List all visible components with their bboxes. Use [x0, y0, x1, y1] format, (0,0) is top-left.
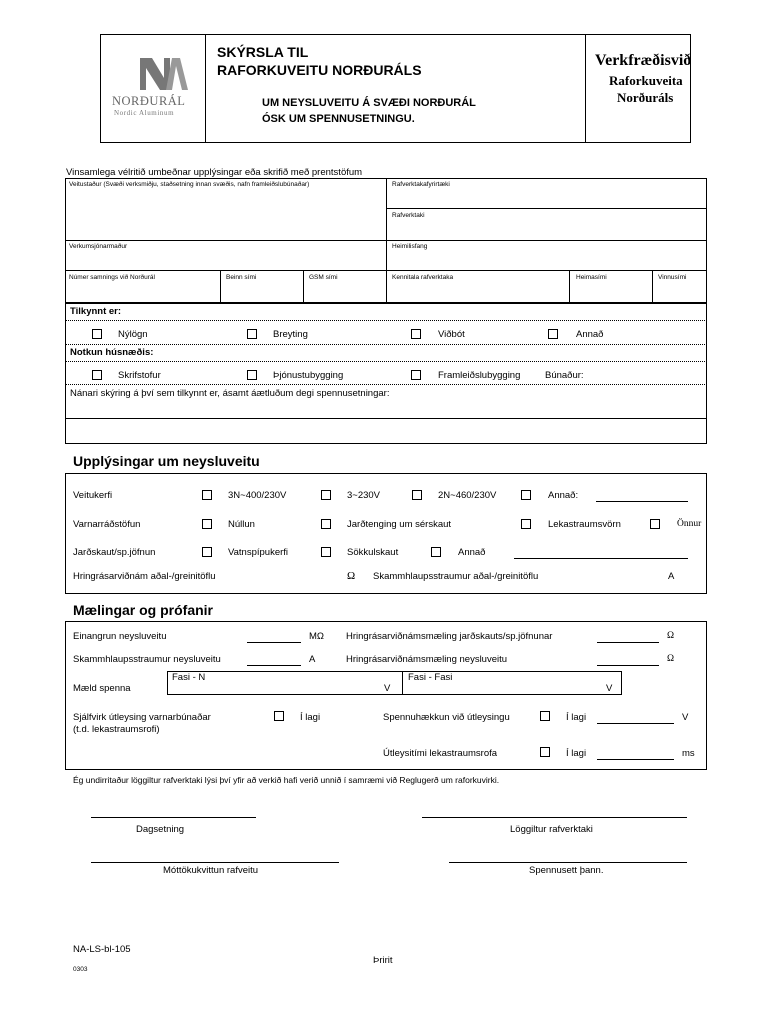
licensed-label: Löggiltur rafverktaki: [510, 824, 593, 835]
varnar-lekastraum-label: Lekastraumsvörn: [548, 519, 621, 530]
fasi-fasi-volt: V: [606, 683, 613, 694]
logo-mark-icon: [108, 52, 200, 92]
fasi-fasi-label: Fasi - Fasi: [408, 672, 453, 683]
skrifstofur-checkbox[interactable]: [92, 370, 102, 380]
sjalfvirk-checkbox[interactable]: [274, 711, 284, 721]
direct-phone-label: Beinn sími: [226, 274, 257, 281]
nylogn-label: Nýlögn: [118, 329, 148, 340]
skamm-neysl-unit: A: [309, 654, 316, 665]
hring-jard-label: Hringrásarviðnámsmæling jarðskauts/sp.jöfnunar: [346, 631, 553, 642]
location-field[interactable]: [66, 190, 384, 238]
jard-annad-field[interactable]: [514, 558, 688, 559]
spenna-box: [167, 671, 622, 695]
veitukerfi-3n400-label: 3N~400/230V: [228, 490, 287, 501]
maelingar-heading: Mælingar og prófanir: [73, 602, 213, 618]
gsm-label: GSM sími: [309, 274, 338, 281]
spennuhaekkun-checkbox[interactable]: [540, 711, 550, 721]
veitukerfi-2n460-label: 2N~460/230V: [438, 490, 497, 501]
details-field[interactable]: [66, 400, 706, 417]
address-label: Heimilisfang: [392, 243, 428, 250]
form-number: 0303: [73, 966, 88, 973]
sjalfvirk-ok-label: Í lagi: [300, 712, 321, 723]
sjalfvirk-label: Sjálfvirk útleysing varnarbúnaðar: [73, 712, 211, 723]
form-subtitle-line2: ÓSK UM SPENNUSETNINGU.: [262, 113, 415, 125]
breyting-label: Breyting: [273, 329, 308, 340]
nylogn-checkbox[interactable]: [92, 329, 102, 339]
declaration-text: Ég undirritaður löggiltur rafverktaki lýsi því yfir að verkið hafi verið unnið í samræmi við Reglugerð um raforkuvirki.: [73, 775, 500, 785]
form-subtitle-line1: UM NEYSLUVEITU Á SVÆÐI NORÐURÁL: [262, 97, 476, 109]
jard-vatnspipu-checkbox[interactable]: [202, 547, 212, 557]
spennuhaekkun-unit: V: [682, 712, 689, 723]
varnar-nullun-label: Núllun: [228, 519, 255, 530]
intro-text: Vinsamlega vélritið umbeðnar upplýsingar eða skrifið með prentstöfum: [66, 167, 363, 178]
notified-heading: Tilkynnt er:: [70, 306, 122, 317]
sjalfvirk-label2: (t.d. lekastraumsrofi): [73, 724, 160, 735]
form-title-line1: SKÝRSLA TIL: [217, 44, 309, 60]
spenna-label: Mæld spenna: [73, 683, 131, 694]
veitukerfi-annad-label: Annað:: [548, 490, 579, 501]
location-label: Veitustaður (Svæði verksmiðju, staðsetning innan svæðis, nafn framleiðslubúnaðar): [69, 181, 310, 188]
varnar-onnur-label: Önnur: [677, 519, 702, 529]
company-label: Rafverktakafyrirtæki: [392, 181, 450, 188]
hring-unit: Ω: [347, 570, 356, 582]
einangrun-label: Einangrun neysluveitu: [73, 631, 167, 642]
utleysitimi-unit: ms: [682, 748, 695, 759]
form-title-line2: RAFORKUVEITU NORÐURÁLS: [217, 62, 422, 78]
hring-neysl-unit: Ω: [667, 654, 675, 664]
skrifstofur-label: Skrifstofur: [118, 370, 161, 381]
nordural-logo: [108, 52, 200, 132]
copies-label: Þririt: [373, 955, 393, 966]
contract-number-label: Númer samnings við Norðurál: [69, 274, 155, 281]
jard-vatnspipu-label: Vatnspípukerfi: [228, 547, 289, 558]
department-sub1: Raforkuveita: [609, 73, 683, 88]
department-title: Verkfræðisvið: [595, 52, 692, 69]
hring-neysl-label: Hringrásarviðnámsmæling neysluveitu: [346, 654, 508, 665]
fasi-n-volt: V: [384, 683, 391, 694]
licensed-signature-line[interactable]: [422, 817, 687, 818]
home-phone-label: Heimasími: [576, 274, 607, 281]
energized-label: Spennusett þann.: [529, 865, 604, 876]
veitukerfi-2n460-checkbox[interactable]: [412, 490, 422, 500]
form-code: NA-LS-bl-105: [73, 944, 131, 955]
skamm-unit: A: [668, 571, 675, 582]
veitukerfi-label: Veitukerfi: [73, 490, 113, 501]
details-field-line2[interactable]: [66, 420, 706, 442]
varnar-sérskaut-checkbox[interactable]: [321, 519, 331, 529]
skamm-neysl-field[interactable]: [247, 665, 301, 666]
veitukerfi-annad-field[interactable]: [596, 501, 688, 502]
jard-sokkul-checkbox[interactable]: [321, 547, 331, 557]
varnar-label: Varnarráðstöfun: [73, 519, 141, 530]
spennuhaekkun-ok-label: Í lagi: [566, 712, 587, 723]
work-manager-field[interactable]: [66, 251, 384, 269]
logo-subtitle: Nordic Aluminum: [114, 109, 175, 117]
energized-signature-line[interactable]: [449, 862, 687, 863]
varnar-sérskaut-label: Jarðtenging um sérskaut: [347, 519, 452, 530]
breyting-checkbox[interactable]: [247, 329, 257, 339]
company-field[interactable]: [388, 190, 705, 207]
neysluveita-heading: Upplýsingar um neysluveitu: [73, 453, 260, 469]
thjonustubygging-label: Þjónustubygging: [273, 370, 344, 381]
veitukerfi-3n400-checkbox[interactable]: [202, 490, 212, 500]
spennuhaekkun-label: Spennuhækkun við útleysingu: [383, 712, 510, 723]
skamm-label: Skammhlaupsstraumur aðal-/greinitöflu: [373, 571, 539, 582]
utleysitimi-checkbox[interactable]: [540, 747, 550, 757]
jard-label: Jarðskaut/sp.jöfnun: [73, 547, 156, 558]
date-label: Dagsetning: [136, 824, 185, 835]
spennuhaekkun-field[interactable]: [597, 723, 674, 724]
utleysitimi-ok-label: Í lagi: [566, 748, 587, 759]
jard-sokkul-label: Sökkulskaut: [347, 547, 399, 558]
einangrun-field[interactable]: [247, 642, 301, 643]
contractor-label: Rafverktaki: [392, 212, 425, 219]
work-phone-label: Vinnusími: [658, 274, 687, 281]
varnar-lekastraum-checkbox[interactable]: [521, 519, 531, 529]
details-label: Nánari skýring á því sem tilkynnt er, ásamt áætluðum degi spennusetningar:: [70, 388, 390, 399]
hring-label: Hringrásarviðnám aðal-/greinitöflu: [73, 571, 216, 582]
receipt-label: Móttökukvittun rafveitu: [163, 865, 259, 876]
vidbot-label: Viðbót: [438, 329, 465, 340]
thjonustubygging-checkbox[interactable]: [247, 370, 257, 380]
veitukerfi-3-230-checkbox[interactable]: [321, 490, 331, 500]
hring-neysl-field[interactable]: [597, 665, 659, 666]
framleidslubygging-label: Framleiðslubygging: [438, 370, 521, 381]
work-manager-label: Verkumsjónarmaður: [69, 243, 128, 250]
jard-annad-label: Annað: [458, 547, 486, 558]
framleidslubygging-checkbox[interactable]: [411, 370, 421, 380]
logo-name: NORÐURÁL: [112, 94, 186, 108]
address-field[interactable]: [388, 251, 705, 269]
varnar-onnur-checkbox[interactable]: [650, 519, 660, 529]
skamm-neysl-label: Skammhlaupsstraumur neysluveitu: [73, 654, 221, 665]
fasi-n-label: Fasi - N: [172, 672, 206, 683]
vidbot-checkbox[interactable]: [411, 329, 421, 339]
id-number-label: Kennitala rafverktaka: [392, 274, 454, 281]
bunadur-label: Búnaður:: [545, 370, 584, 381]
utleysitimi-label: Útleysitími lekastraumsrofa: [383, 748, 498, 759]
hring-jard-unit: Ω: [667, 631, 675, 641]
hring-jard-field[interactable]: [597, 642, 659, 643]
jard-annad-checkbox[interactable]: [431, 547, 441, 557]
usage-heading: Notkun húsnæðis:: [70, 347, 154, 358]
veitukerfi-annad-checkbox[interactable]: [521, 490, 531, 500]
utleysitimi-field[interactable]: [597, 759, 674, 760]
annad-checkbox[interactable]: [548, 329, 558, 339]
varnar-nullun-checkbox[interactable]: [202, 519, 212, 529]
receipt-signature-line[interactable]: [91, 862, 339, 863]
einangrun-unit: MΩ: [309, 631, 325, 642]
veitukerfi-3-230-label: 3~230V: [347, 490, 381, 501]
annad-label: Annað: [576, 329, 604, 340]
department-sub2: Norðuráls: [617, 90, 674, 105]
contractor-field[interactable]: [388, 220, 705, 239]
date-signature-line[interactable]: [91, 817, 256, 818]
